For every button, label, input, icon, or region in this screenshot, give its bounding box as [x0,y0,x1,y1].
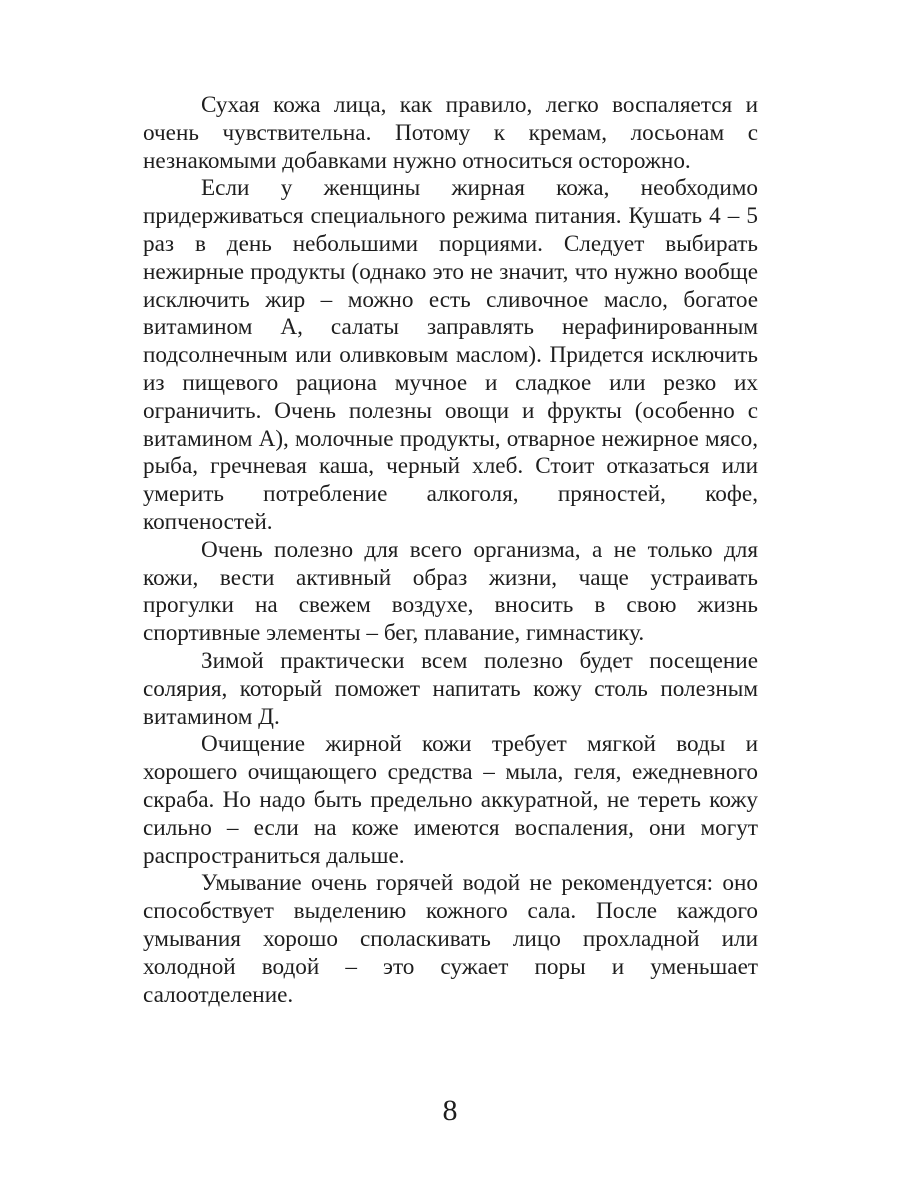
paragraph-oily-skin-diet: Если у женщины жирная кожа, необходимо придерживаться специального режима питания. Кушать 4 – 5 раз в день небольшими порциями. Следует выбирать нежирные продукты (однако это не значит, что нужно вообще исключить жир – можно есть сливочное масло, богатое витамином А, салаты заправлять нерафинированным подсолнечным или оливковым маслом). Придется исключить из пищевого рациона мучное и сладкое или резко их ограничить. Очень полезны овощи и фрукты (особенно с витамином А), молочные продукты, отварное нежирное мясо, рыба, гречневая каша, черный хлеб. Стоит отказаться или умерить потребление алкоголя, пряностей, кофе, копченостей. [143,175,758,535]
paragraph-washing: Умывание очень горячей водой не рекомендуется: оно способствует выделению кожного сала. После каждого умывания хорошо споласкивать лицо прохладной или холодной водой – это сужает поры и уменьшает салоотделение. [143,870,758,1008]
page-number: 8 [442,1094,458,1127]
paragraph-solarium: Зимой практически всем полезно будет посещение солярия, который поможет напитать кожу столь полезным витамином Д. [143,647,758,730]
paragraph-active-lifestyle: Очень полезно для всего организма, а не только для кожи, вести активный образ жизни, чаще устраивать прогулки на свежем воздухе, вносить в свою жизнь спортивные элементы – бег, плавание, гимнастику. [143,536,758,647]
paragraph-cleansing: Очищение жирной кожи требует мягкой воды и хорошего очищающего средства – мыла, геля, ежедневного скраба. Но надо быть предельно аккуратной, не тереть кожу сильно – если на коже имеются воспаления, они могут распространиться дальше. [143,731,758,869]
paragraph-dry-skin: Сухая кожа лица, как правило, легко воспаляется и очень чувствительна. Потому к кремам, лосьонам с незнакомыми добавками нужно относиться осторожно. [143,92,758,174]
body-text [143,92,758,1009]
